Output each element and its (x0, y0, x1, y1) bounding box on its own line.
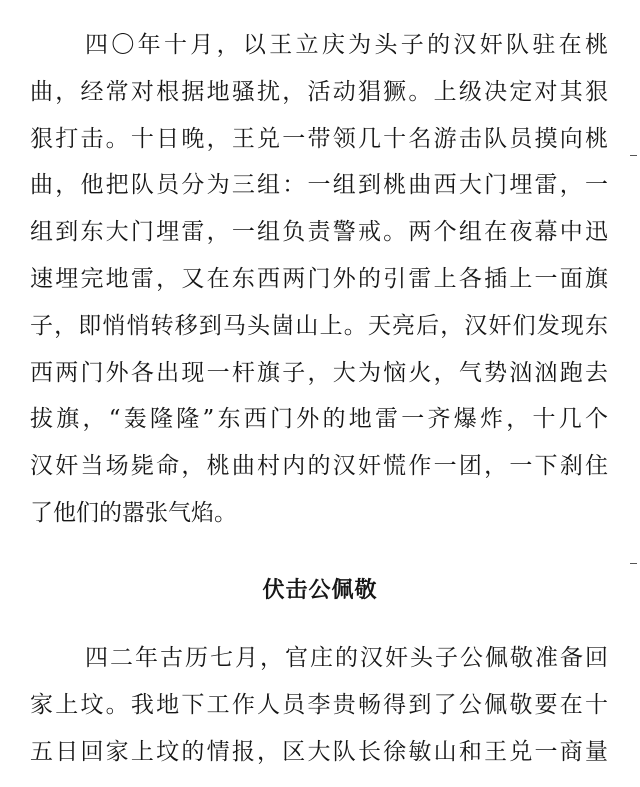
text-line: 了他们的嚣张气焰。 (30, 499, 237, 526)
text-line: 曲，他把队员分为三组：一组到桃曲西大门埋雷，一 (30, 172, 608, 199)
text-line: 家上坟。我地下工作人员李贵畅得到了公佩敬要在十 (30, 691, 608, 718)
text-line: 拔旗，“轰隆隆”东西门外的地雷一齐爆炸，十几个 (30, 406, 608, 433)
text-line: 五日回家上坟的情报，区大队长徐敏山和王兑一商量 (30, 738, 608, 765)
text-line: 四〇年十月，以王立庆为头子的汉奸队驻在桃 (85, 32, 608, 58)
text-line: 汉奸当场毙命，桃曲村内的汉奸慌作一团，一下刹住 (30, 453, 608, 480)
text-line: 四二年古历七月，官庄的汉奸头子公佩敬准备回 (85, 645, 608, 671)
text-line: 曲，经常对根据地骚扰，活动猖獗。上级决定对其狠 (30, 78, 608, 105)
text-line: 组到东大门埋雷，一组负责警戒。两个组在夜幕中迅 (30, 219, 608, 246)
scan-mark (630, 155, 637, 156)
text-line: 狠打击。十日晚，王兑一带领几十名游击队员摸向桃 (30, 125, 608, 152)
section-heading: 伏击公佩敬 (262, 577, 378, 603)
text-line: 子，即悄悄转移到马头崮山上。天亮后，汉奸们发现东 (30, 312, 608, 339)
text-line: 速埋完地雷，又在东西两门外的引雷上各插上一面旗 (30, 265, 608, 292)
paragraph-ambush-gong-peijing (30, 635, 608, 775)
scan-mark (630, 563, 637, 564)
text-line: 西两门外各出现一杆旗子，大为恼火，气势汹汹跑去 (30, 359, 608, 386)
paragraph-taoqu-ambush (30, 22, 608, 537)
